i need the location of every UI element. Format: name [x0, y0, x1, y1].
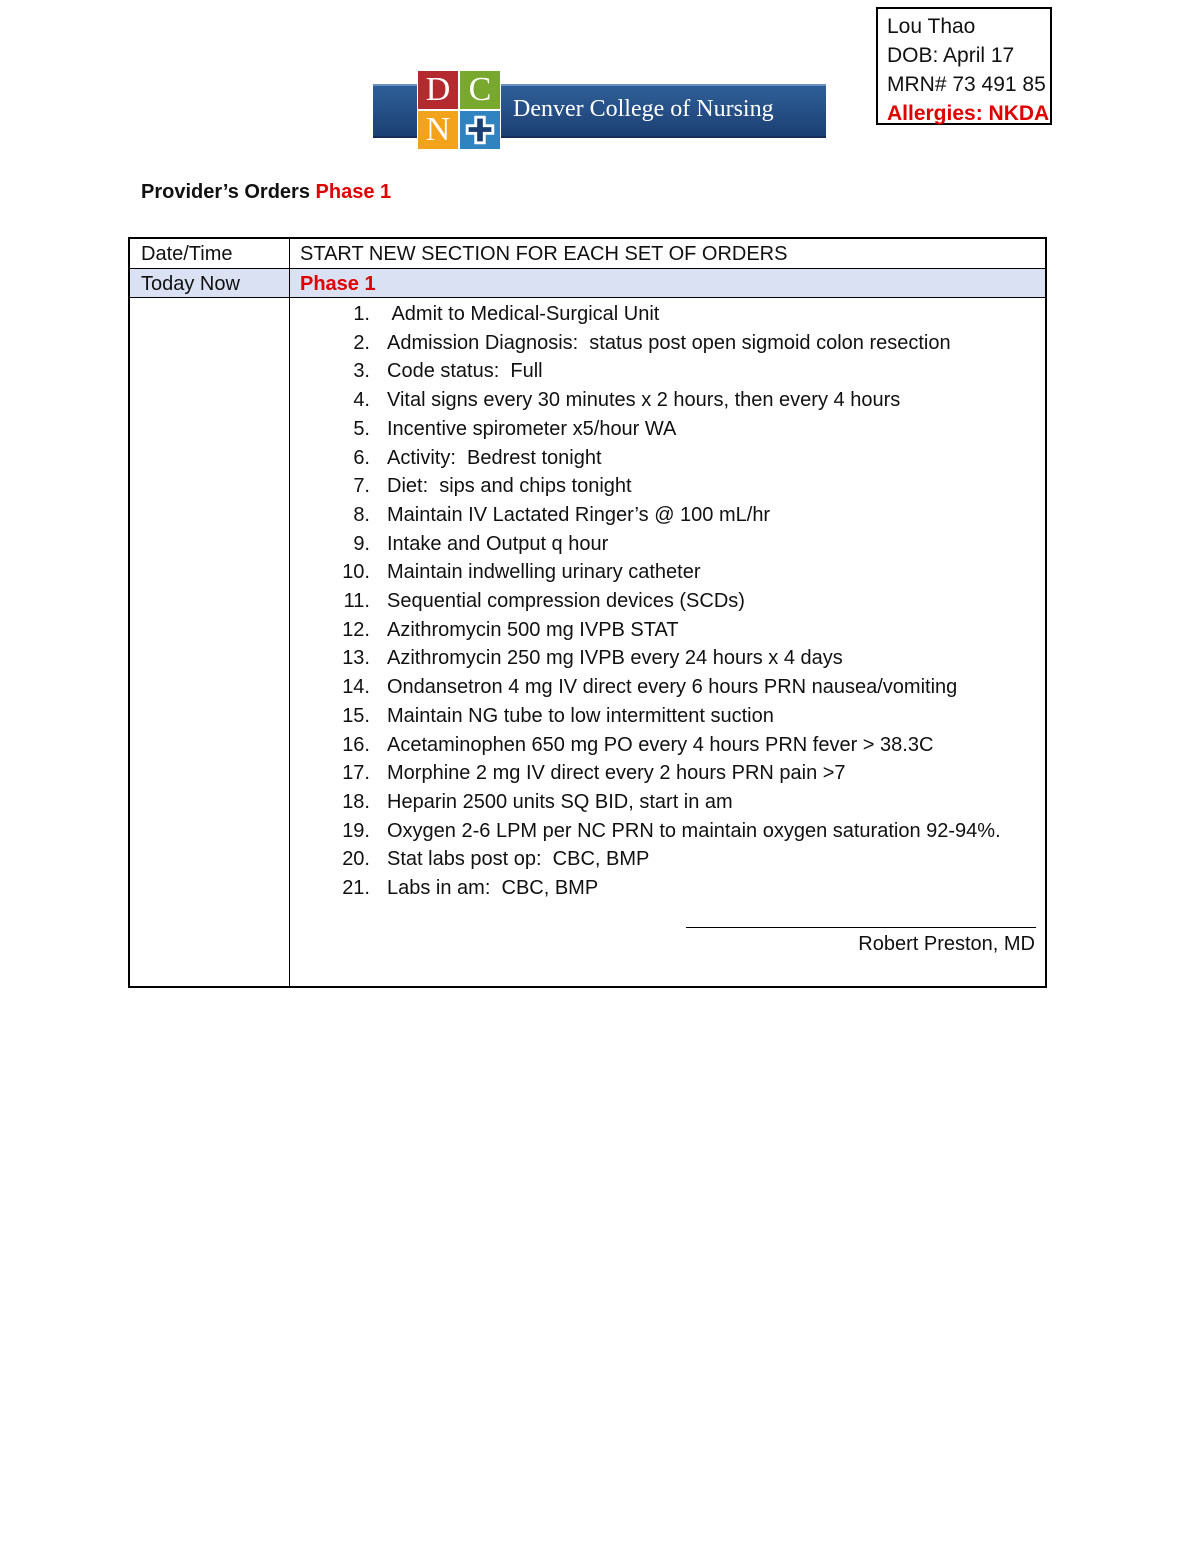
list-item — [334, 558, 1001, 587]
order-text: Activity: Bedrest tonight — [387, 446, 602, 469]
list-item — [334, 386, 1001, 415]
order-number: 2. — [353, 331, 370, 354]
list-item — [334, 788, 1001, 817]
patient-dob: DOB: April 17 — [887, 44, 1015, 67]
order-number: 6. — [353, 446, 370, 469]
order-number: 16. — [342, 733, 370, 756]
college-name: Denver College of Nursing — [513, 96, 774, 122]
list-item — [334, 501, 1001, 530]
order-number: 15. — [342, 704, 370, 727]
signature-line — [686, 927, 1036, 928]
list-item — [334, 644, 1001, 673]
list-item — [334, 300, 1001, 329]
order-text: Intake and Output q hour — [387, 532, 609, 555]
page-title-prefix: Provider’s Orders — [141, 181, 310, 203]
orders-table — [128, 237, 1047, 988]
order-text: Maintain indwelling urinary catheter — [387, 561, 701, 584]
patient-mrn: MRN# 73 491 85 — [887, 73, 1046, 96]
order-text: Ondansetron 4 mg IV direct every 6 hours PRN nausea/vomiting — [387, 676, 958, 699]
order-text: Code status: Full — [387, 360, 543, 383]
page-title — [141, 181, 391, 204]
provider-signature-name: Robert Preston, MD — [858, 933, 1035, 955]
patient-name: Lou Thao — [887, 15, 976, 38]
order-number: 10. — [342, 561, 370, 584]
order-text: Stat labs post op: CBC, BMP — [387, 848, 650, 871]
order-number: 13. — [342, 647, 370, 670]
order-number: 5. — [353, 417, 370, 440]
list-item — [334, 874, 1001, 903]
list-item — [334, 759, 1001, 788]
order-number: 3. — [353, 360, 370, 383]
dcn-logo-mark — [417, 70, 501, 150]
order-number: 7. — [353, 475, 370, 498]
order-text: Admit to Medical-Surgical Unit — [387, 303, 660, 325]
order-text: Acetaminophen 650 mg PO every 4 hours PRN fever > 38.3C — [387, 733, 934, 756]
order-number: 4. — [353, 389, 370, 412]
medical-cross-icon — [459, 110, 501, 150]
header-date-time: Date/Time — [141, 243, 233, 265]
order-text: Maintain IV Lactated Ringer’s @ 100 mL/hr — [387, 503, 771, 526]
order-text: Maintain NG tube to low intermittent suction — [387, 704, 774, 727]
list-item — [334, 587, 1001, 616]
order-number: 12. — [342, 618, 370, 641]
list-item — [334, 731, 1001, 760]
order-number: 17. — [342, 762, 370, 785]
order-text: Oxygen 2-6 LPM per NC PRN to maintain oxygen saturation 92-94%. — [387, 819, 1001, 842]
order-number: 11. — [343, 590, 370, 613]
order-text: Admission Diagnosis: status post open sigmoid colon resection — [387, 331, 951, 354]
phase-label: Phase 1 — [300, 273, 376, 295]
order-text: Azithromycin 250 mg IVPB every 24 hours x 4 days — [387, 647, 843, 670]
list-item — [334, 817, 1001, 846]
order-number: 21. — [342, 877, 370, 900]
logo-letter-c: C — [459, 70, 501, 110]
page-title-phase: Phase 1 — [315, 181, 392, 203]
list-item — [334, 673, 1001, 702]
header-orders-instruction: START NEW SECTION FOR EACH SET OF ORDERS — [300, 243, 788, 265]
order-number: 9. — [353, 532, 370, 555]
order-text: Diet: sips and chips tonight — [387, 475, 632, 498]
order-list — [334, 300, 1001, 903]
list-item — [334, 444, 1001, 473]
order-number: 18. — [342, 790, 370, 813]
logo-letter-n: N — [417, 110, 459, 150]
list-item — [334, 845, 1001, 874]
patient-info-box — [876, 7, 1052, 125]
list-item — [334, 415, 1001, 444]
list-item — [334, 472, 1001, 501]
list-item — [334, 530, 1001, 559]
order-number: 1. — [353, 303, 370, 325]
phase-row — [130, 269, 1045, 298]
order-text: Sequential compression devices (SCDs) — [387, 590, 745, 613]
order-text: Incentive spirometer x5/hour WA — [387, 417, 677, 440]
order-number: 19. — [342, 819, 370, 842]
order-text: Morphine 2 mg IV direct every 2 hours PRN pain >7 — [387, 762, 846, 785]
order-number: 14. — [342, 676, 370, 699]
logo-letter-d: D — [417, 70, 459, 110]
order-text: Azithromycin 500 mg IVPB STAT — [387, 618, 679, 641]
list-item — [334, 616, 1001, 645]
list-item — [334, 357, 1001, 386]
order-number: 8. — [353, 503, 370, 526]
table-header-row — [130, 239, 1045, 269]
patient-allergies: Allergies: NKDA — [887, 102, 1050, 125]
order-date-value: Today Now — [141, 273, 240, 295]
list-item — [334, 329, 1001, 358]
order-text: Heparin 2500 units SQ BID, start in am — [387, 790, 733, 813]
order-number: 20. — [342, 848, 370, 871]
order-text: Vital signs every 30 minutes x 2 hours, then every 4 hours — [387, 389, 901, 412]
column-divider — [289, 239, 290, 986]
order-text: Labs in am: CBC, BMP — [387, 877, 599, 900]
list-item — [334, 702, 1001, 731]
